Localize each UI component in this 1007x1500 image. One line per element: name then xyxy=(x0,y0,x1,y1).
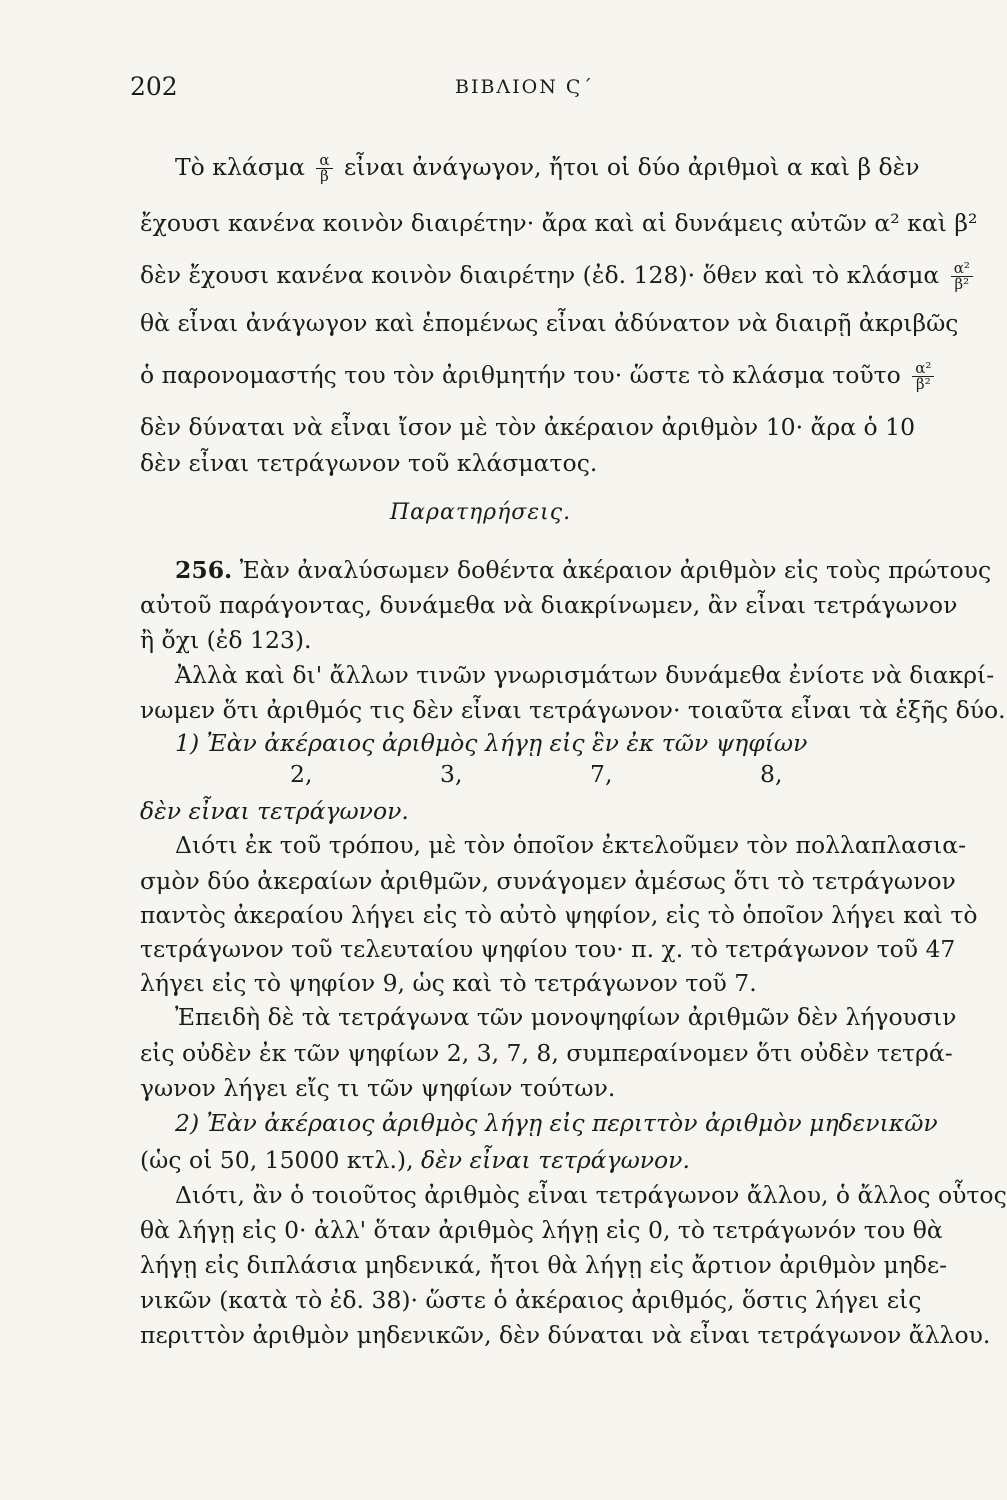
rule-conclusion: δὲν εἶναι τετράγωνον. xyxy=(140,797,409,825)
fraction-a-over-b: $\frac{\alpha}{\beta}$ xyxy=(316,153,332,184)
page-header xyxy=(130,72,830,108)
text-line: παντὸς ἀκεραίου λήγει εἰς τὸ αὐτὸ ψηφίον, εἰς τὸ ὁποῖον λήγει καὶ τὸ xyxy=(140,901,978,929)
text-line: ἔχουσι κανένα κοινὸν διαιρέτην· ἄρα καὶ αἱ δυνάμεις αὐτῶν α² καὶ β² xyxy=(140,209,978,237)
section-number: 256. xyxy=(175,556,233,584)
text-line: λήγει εἰς τὸ ψηφίον 9, ὡς καὶ τὸ τετράγωνον τοῦ 7. xyxy=(140,969,757,997)
rule-conclusion: δὲν εἶναι τετράγωνον. xyxy=(421,1146,690,1174)
text-line: Ἀλλὰ καὶ δι' ἄλλων τινῶν γνωρισμάτων δυνάμεθα ἐνίοτε νὰ διακρί- xyxy=(175,661,995,689)
text-line: περιττὸν ἀριθμὸν μηδενικῶν, δὲν δύναται νὰ εἶναι τετράγωνον ἄλλου. xyxy=(140,1321,991,1349)
text-line: αὐτοῦ παράγοντας, δυνάμεθα νὰ διακρίνωμεν, ἂν εἶναι τετράγωνον xyxy=(140,591,958,619)
rule-heading: 1) Ἐὰν ἀκέραιος ἀριθμὸς λήγῃ εἰς ἓν ἐκ τῶν ψηφίων xyxy=(175,729,808,757)
text-line: 256. Ἐὰν ἀναλύσωμεν δοθέντα ἀκέραιον ἀριθμὸν εἰς τοὺς πρώτους xyxy=(175,556,992,584)
digit-item: 8, xyxy=(760,760,783,788)
page-number: 202 xyxy=(130,72,178,101)
text-line: ἢ ὄχι (ἐδ 123). xyxy=(140,626,312,654)
fraction-a2-over-b2: $\frac{\text{α²}}{\text{β²}}$ xyxy=(951,261,973,292)
text-line: θὰ εἶναι ἀνάγωγον καὶ ἑπομένως εἶναι ἀδύνατον νὰ διαιρῇ ἀκριβῶς xyxy=(140,309,959,337)
rule-heading: 2) Ἐὰν ἀκέραιος ἀριθμὸς λήγῃ εἰς περιττὸν ἀριθμὸν μηδενικῶν xyxy=(175,1109,938,1137)
text-line: (ὡς οἱ 50, 15000 κτλ.), δὲν εἶναι τετράγωνον. xyxy=(140,1146,690,1174)
text-line: δὲν εἶναι τετράγωνον τοῦ κλάσματος. xyxy=(140,449,598,477)
text-line: νικῶν (κατὰ τὸ ἐδ. 38)· ὥστε ὁ ἀκέραιος ἀριθμός, ὅστις λήγει εἰς xyxy=(140,1286,922,1314)
text-line: δὲν ἔχουσι κανένα κοινὸν διαιρέτην (ἐδ. 128)· ὅθεν καὶ τὸ κλάσμα $\frac{\text{α²}}{\text{β²}}$ xyxy=(140,260,930,292)
section-subheading: Παρατηρήσεις. xyxy=(390,500,572,525)
text-line: Διότι ἐκ τοῦ τρόπου, μὲ τὸν ὁποῖον ἐκτελοῦμεν τὸν πολλαπλασια- xyxy=(175,831,967,859)
text-line: Ἐπειδὴ δὲ τὰ τετράγωνα τῶν μονοψηφίων ἀριθμῶν δὲν λήγουσιν xyxy=(175,1003,957,1031)
text-line: θὰ λήγῃ εἰς 0· ἀλλ' ὅταν ἀριθμὸς λήγῃ εἰς 0, τὸ τετράγωνόν του θὰ xyxy=(140,1216,943,1244)
text-line: λήγῃ εἰς διπλάσια μηδενικά, ἤτοι θὰ λήγῃ εἰς ἄρτιον ἀριθμὸν μηδε- xyxy=(140,1251,948,1279)
digit-list xyxy=(290,760,850,792)
digit-item: 3, xyxy=(440,760,463,788)
text-line: δὲν δύναται νὰ εἶναι ἴσον μὲ τὸν ἀκέραιον ἀριθμὸν 10· ἄρα ὁ 10 xyxy=(140,413,916,441)
running-title: ΒΙΒΛΙΟΝ Ϛ΄ xyxy=(455,76,594,98)
text-line: Τὸ κλάσμα $\frac{\alpha}{\beta}$ εἶναι ἀνάγωγον, ἤτοι οἱ δύο ἀριθμοὶ α καὶ β δὲν xyxy=(175,151,920,185)
text-line: γωνον λήγει εἴς τι τῶν ψηφίων τούτων. xyxy=(140,1074,616,1102)
text-line: σμὸν δύο ἀκεραίων ἀριθμῶν, συνάγομεν ἀμέσως ὅτι τὸ τετράγωνον xyxy=(140,867,956,895)
text-line: νωμεν ὅτι ἀριθμός τις δὲν εἶναι τετράγωνον· τοιαῦτα εἶναι τὰ ἑξῆς δύο. xyxy=(140,696,1006,724)
text-line: εἰς οὐδὲν ἐκ τῶν ψηφίων 2, 3, 7, 8, συμπεραίνομεν ὅτι οὐδὲν τετρά- xyxy=(140,1039,953,1067)
text-line: Διότι, ἂν ὁ τοιοῦτος ἀριθμὸς εἶναι τετράγωνον ἄλλου, ὁ ἄλλος οὗτος xyxy=(175,1181,1007,1209)
fraction-a2-over-b2: $\frac{\text{α²}}{\text{β²}}$ xyxy=(912,361,934,392)
text-line: τετράγωνον τοῦ τελευταίου ψηφίου του· π. χ. τὸ τετράγωνον τοῦ 47 xyxy=(140,935,956,963)
text-line: ὁ παρονομαστής του τὸν ἀριθμητήν του· ὥστε τὸ κλάσμα τοῦτο $\frac{\text{α²}}{\text{β²}}$ xyxy=(140,360,930,392)
digit-item: 7, xyxy=(590,760,613,788)
digit-item: 2, xyxy=(290,760,313,788)
